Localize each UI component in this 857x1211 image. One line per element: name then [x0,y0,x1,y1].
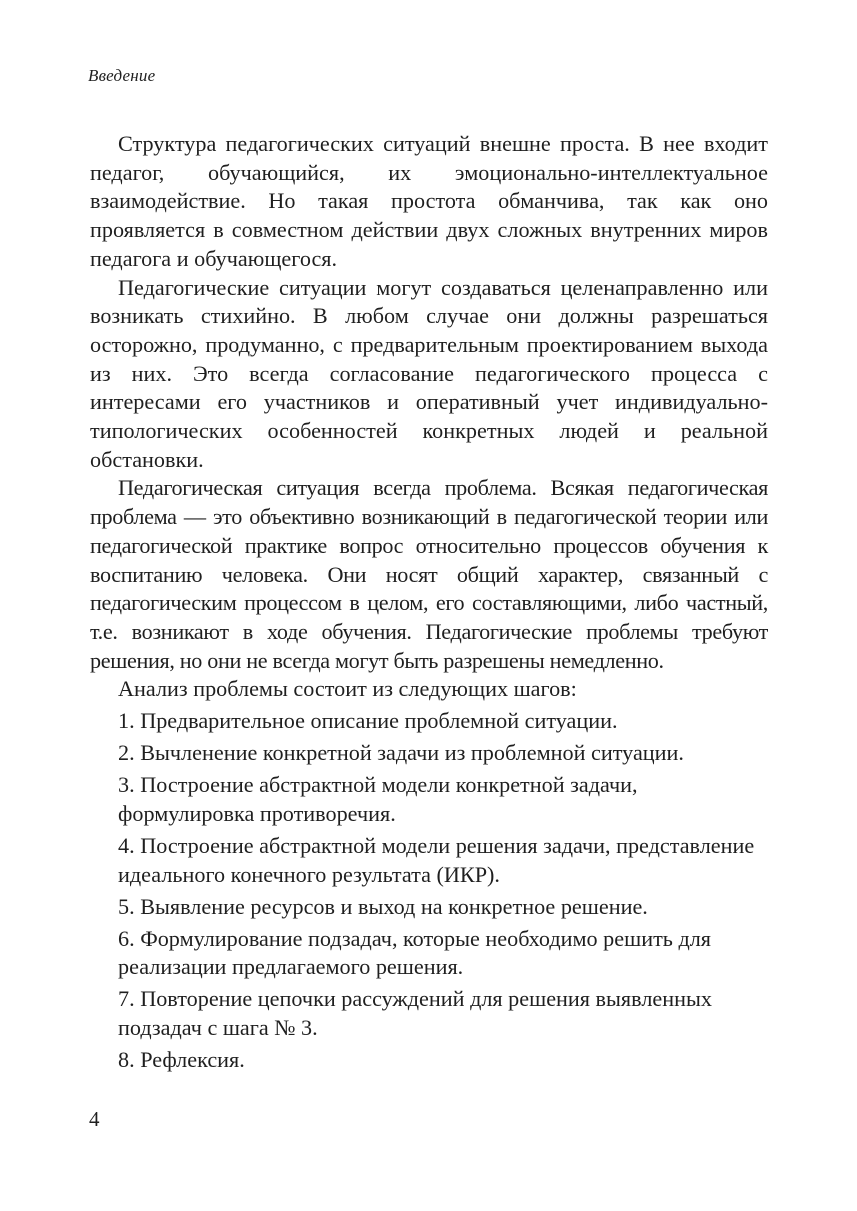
step-text: Построение абстрактной модели конкретной задачи, формулировка противоречия. [118,772,638,827]
list-item [90,832,768,889]
list-item [90,925,768,982]
list-item [90,739,768,768]
step-text: Построение абстрактной модели решения задачи, представление идеального конечного результата (ИКР). [118,833,755,887]
step-number: 1. [118,708,135,734]
list-item [90,771,768,828]
step-number: 3. [118,772,135,798]
step-text: Рефлексия. [140,1047,245,1073]
list-item [90,1046,768,1075]
paragraph-problem: Педагогическая ситуация всегда проблема. Всякая педагогическая проблема — это объективно возникающий в педагогической теории или педагогической практике вопрос относительно процессов обучения к воспитанию человека. Они носят общий характер, связанный с педагогическим процессом в целом, его составляющими, либо частный, т.е. возникают в ходе обучения. Педагогические проблемы требуют решения, но они не всегда могут быть разрешены немедленно. [90,475,768,673]
step-number: 6. [118,925,135,951]
step-number: 5. [118,893,135,919]
page-number: 4 [89,1107,100,1131]
list-item [90,985,768,1042]
step-number: 4. [118,833,135,859]
step-number: 8. [118,1047,135,1073]
step-text: Вычленение конкретной задачи из проблемной ситуации. [140,740,684,766]
step-text: Предварительное описание проблемной ситуации. [140,708,618,734]
paragraph-analysis-intro: Анализ проблемы состоит из следующих шагов: [118,676,577,702]
page-body [90,130,768,1075]
paragraph-situations: Педагогические ситуации могут создаваться целенаправленно или возникать стихийно. В любом случае они должны разрешаться осторожно, продуманно, с предварительным проектированием выхода из них. Это всегда согласование педагогического процесса с интересами его участников и оперативный учет индивидуально-типологических особенностей конкретных людей и реальной обстановки. [90,274,768,472]
step-number: 7. [118,986,135,1012]
list-item [90,707,768,736]
analysis-steps-list [90,707,768,1075]
paragraph-structure: Структура педагогических ситуаций внешне проста. В нее входит педагог, обучающийся, их эмоционально-интеллектуальное взаимодействие. Но такая простота обманчива, так как оно проявляется в совместном действии двух сложных внутренних миров педагога и обучающегося. [90,131,768,271]
step-text: Формулирование подзадач, которые необходимо решить для реализации предлагаемого решения. [118,925,712,980]
list-item [90,893,768,922]
running-head: Введение [88,66,156,85]
step-text: Выявление ресурсов и выход на конкретное решение. [140,893,648,919]
step-number: 2. [118,740,135,766]
step-text: Повторение цепочки рассуждений для решения выявленных подзадач с шага № 3. [118,986,712,1041]
